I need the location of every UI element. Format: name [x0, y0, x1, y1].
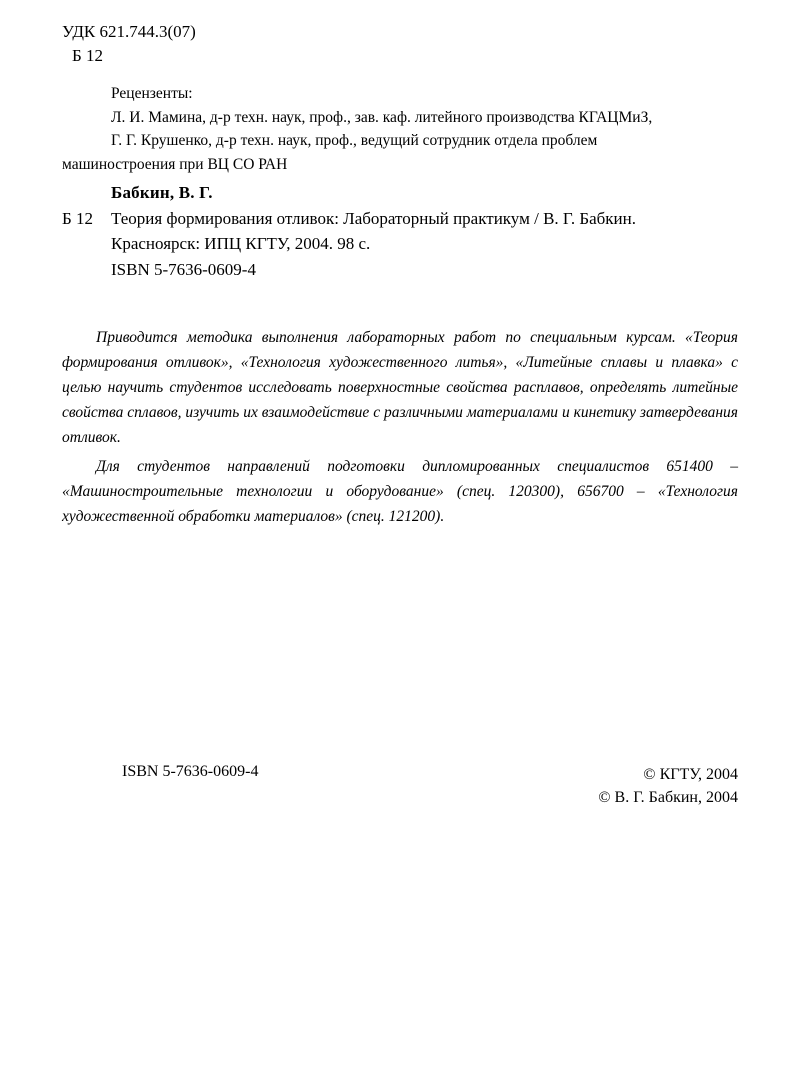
record-imprint: Красноярск: ИПЦ КГТУ, 2004. 98 с.	[111, 234, 371, 253]
annotation-paragraph-2: Для студентов направлений подготовки дипломированных специалистов 651400 – «Машиностроительные технологии и оборудование» (спец. 120300), 656700 – «Технология художественной обработки материалов» (спец. 121200).	[62, 457, 738, 525]
record-title-row	[62, 206, 738, 232]
udk-shelf-code: Б 12	[72, 46, 104, 66]
record-author: Бабкин, В. Г.	[111, 183, 213, 202]
annotation-paragraph-1: Приводится методика выполнения лабораторных работ по специальным курсам. «Теория формирования отливок», «Технология художественного литья», «Литейные сплавы и плавка» с целью научить студентов исследовать поверхностные свойства расплавов, определять литейные свойства сплавов, изучить их взаимодействие с различными материалами и кинетику затвердевания отливок.	[62, 329, 738, 447]
udk-classification: УДК 621.744.3(07)	[62, 22, 196, 41]
reviewers-heading: Рецензенты:	[111, 85, 193, 102]
annotation-block	[62, 325, 738, 532]
copyright-line-1: © КГТУ, 2004	[643, 766, 738, 783]
reviewer-entry-3: машиностроения при ВЦ СО РАН	[62, 155, 288, 173]
udk-block	[62, 20, 196, 68]
reviewers-block	[62, 82, 738, 176]
record-shelf-code: Б 12	[62, 208, 94, 228]
record-isbn: ISBN 5-7636-0609-4	[111, 259, 256, 279]
reviewer-entry-1: Л. И. Мамина, д-р техн. наук, проф., зав. каф. литейного производства КГАЦМиЗ,	[111, 108, 653, 126]
footer-isbn: ISBN 5-7636-0609-4	[122, 763, 259, 780]
reviewer-entry-2: Г. Г. Крушенко, д-р техн. наук, проф., ведущий сотрудник отдела проблем	[111, 132, 598, 150]
record-title: Теория формирования отливок: Лабораторный практикум / В. Г. Бабкин.	[111, 208, 636, 228]
bibliographic-record	[62, 180, 738, 282]
copyright-block	[598, 763, 738, 809]
copyright-line-2: © В. Г. Бабкин, 2004	[598, 789, 738, 807]
